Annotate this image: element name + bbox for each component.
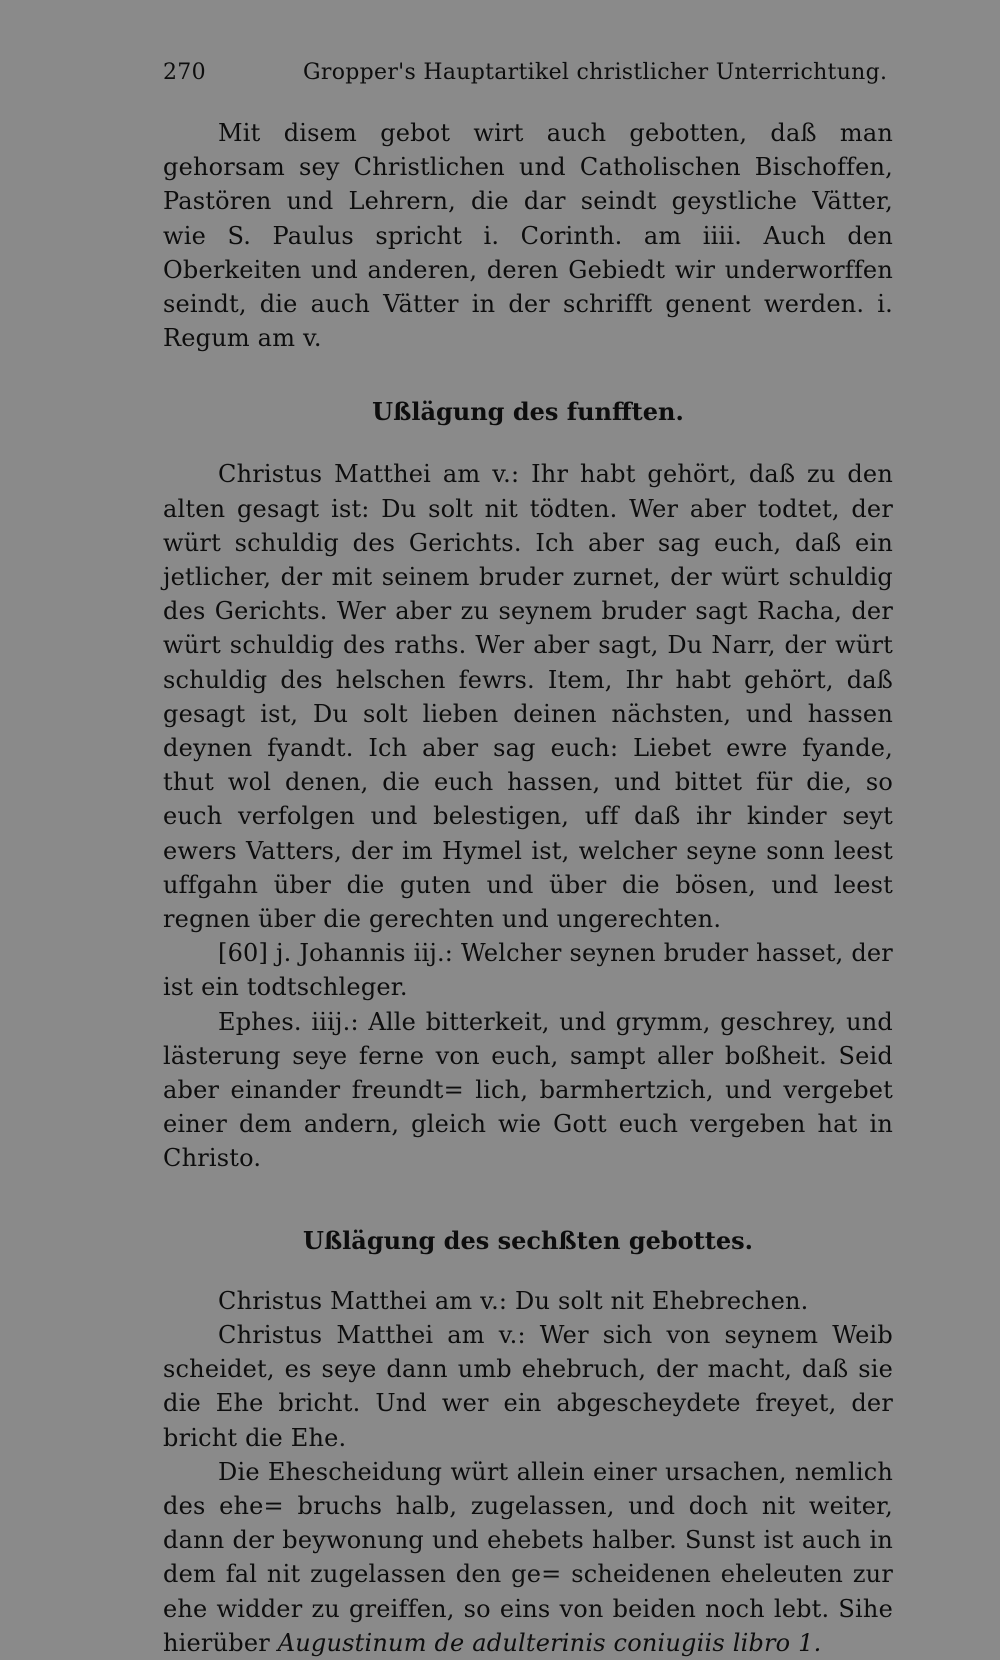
section-heading: Ußlägung des sechßten gebottes. [303, 1225, 753, 1255]
page-number: 270 [163, 60, 206, 85]
paragraph [163, 1455, 893, 1660]
paragraph: Christus Matthei am v.: Ihr habt gehört, daß zu den alten gesagt ist: Du solt nit tödten. Wer aber todtet, der würt schuldig des Gerichts. Ich aber sag euch, daß ein jetlicher, der mit seinem bruder zurnet, der würt schuldig des Gerichts. Wer aber zu seynem bruder sagt Racha, der würt schuldig des raths. Wer aber sagt, Du Narr, der würt schuldig des helschen fewrs. Item, Ihr habt gehört, daß gesagt ist, Du solt lieben deinen nächsten, und hassen deynen fyandt. Ich aber sag euch: Liebet ewre fyande, thut wol denen, die euch hassen, und bittet für die, so euch verfolgen und belestigen, uff daß ihr kinder seyt ewers Vatters, der im Hymel ist, welcher seyne sonn leest uffgahn über die guten und über die bösen, und leest regnen über die gerechten und ungerechten. [163, 460, 893, 934]
paragraph: [60] j. Johannis iij.: Welcher seynen bruder hasset, der ist ein todtschleger. [163, 939, 893, 1002]
latin-citation: Augustinum de adulterinis coniugiis libro 1. [277, 1628, 822, 1657]
paragraph-text: Die Ehescheidung würt allein einer ursachen, nemlich des ehe= bruchs halb, zugelassen, und doch nit weiter, dann der beywonung und ehebets halber. Sunst ist auch in dem fal nit zugelassen den ge= scheidenen eheleuten zur ehe widder zu greiffen, so eins von beiden noch lebt. Sihe hierüber [163, 1457, 893, 1657]
running-title: Gropper's Hauptartikel christlicher Unterrichtung. [303, 60, 888, 85]
paragraph: Ephes. iiij.: Alle bitterkeit, und grymm, geschrey, und lästerung seye ferne von euch, sampt aller boßheit. Seid aber einander freundt= lich, barmhertzich, und vergebet einer dem andern, gleich wie Gott euch vergeben hat in Christo. [163, 1007, 893, 1173]
paragraph: Christus Matthei am v.: Du solt nit Ehebrechen. [218, 1286, 809, 1315]
page-body [163, 116, 893, 1660]
paragraph: Christus Matthei am v.: Wer sich von seynem Weib scheidet, es seye dann umb ehebruch, der macht, daß sie die Ehe bricht. Und wer ein abgescheydete freyet, der bricht die Ehe. [163, 1320, 893, 1452]
section-heading: Ußlägung des funfften. [372, 397, 684, 427]
paragraph: Mit disem gebot wirt auch gebotten, daß man gehorsam sey Christlichen und Catholischen Bischoffen, Pastören und Lehrern, die dar seindt geystliche Vätter, wie S. Paulus spricht i. Corinth. am iiii. Auch den Oberkeiten und anderen, deren Gebiedt wir underworffen seindt, die auch Vätter in der schrifft genent werden. i. Regum am v. [163, 119, 893, 353]
